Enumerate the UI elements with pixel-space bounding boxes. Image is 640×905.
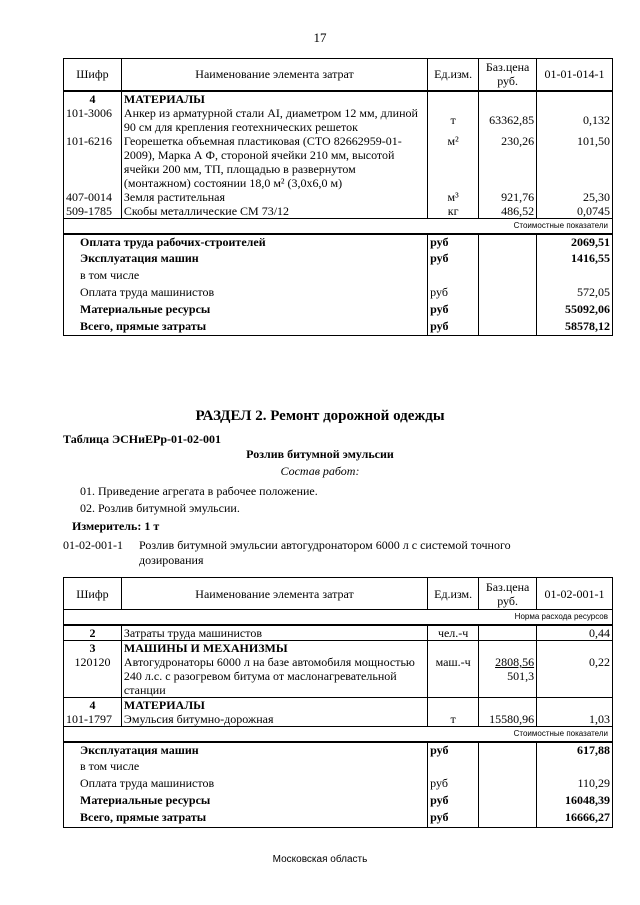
col-name-header: Наименование элемента затрат — [121, 578, 427, 610]
summary-label: Всего, прямые затраты — [64, 319, 428, 336]
summary-value: 617,88 — [537, 742, 613, 759]
composition-title: Состав работ: — [280, 464, 360, 478]
labor-num: 2 — [64, 625, 122, 641]
row-price: 921,76 — [479, 190, 537, 204]
cost-indicators-label: Стоимостные показатели — [64, 218, 613, 234]
row-unit: м³ — [428, 190, 479, 204]
row-price: 63362,85 — [479, 106, 537, 134]
summary-label: в том числе — [64, 268, 428, 285]
row-code: 101-6216 — [64, 134, 122, 190]
table-row — [64, 655, 613, 698]
price-value-2: 501,3 — [507, 669, 535, 683]
labor-name: Затраты труда машинистов — [121, 625, 427, 641]
col-code-header: Шифр — [64, 59, 122, 91]
summary-value: 572,05 — [537, 285, 613, 302]
summary-unit: руб — [428, 285, 479, 302]
row-qty: 1,03 — [537, 712, 613, 727]
col-rate-header: 01-02-001-1 — [537, 578, 613, 610]
section-title: РАЗДЕЛ 2. Ремонт дорожной одежды — [195, 408, 445, 424]
col-unit-header: Ед.изм. — [428, 578, 479, 610]
col-rate-header: 01-01-014-1 — [537, 59, 613, 91]
work-step: 01. Приведение агрегата в рабочее положение. — [80, 484, 318, 498]
summary-unit: руб — [428, 810, 479, 827]
row-unit: кг — [428, 204, 479, 219]
summary-unit: руб — [428, 251, 479, 268]
table-row — [64, 190, 613, 204]
row-name: Земля растительная — [121, 190, 427, 204]
table-row — [64, 134, 613, 190]
summary-value: 16666,27 — [537, 810, 613, 827]
norm-label: Норма расхода ресурсов — [64, 610, 613, 626]
summary-label: Оплата труда рабочих-строителей — [64, 234, 428, 251]
row-price — [479, 655, 537, 698]
summary-value: 2069,51 — [537, 234, 613, 251]
row-code: 101-1797 — [64, 712, 122, 727]
row-unit: т — [428, 712, 479, 727]
row-code: 101-3006 — [64, 106, 122, 134]
resource-table-2 — [63, 577, 613, 828]
row-name: Георешетка объемная пластиковая (СТО 82662959-01-2009), Марка А Ф, стороной ячейки 210 мм, высотой ячейки 200 мм, ТП, площадью в развернутом (монтажном) состоянии 18,0 м² (3,0х6,0 м) — [121, 134, 427, 190]
work-title: Розлив битумной эмульсии — [246, 447, 394, 461]
group-name: МАТЕРИАЛЫ — [121, 698, 427, 713]
table-id: Таблица ЭСНиЕРр-01-02-001 — [63, 432, 222, 446]
row-price: 486,52 — [479, 204, 537, 219]
row-code: 407-0014 — [64, 190, 122, 204]
group-number: 4 — [64, 91, 122, 106]
row-unit: маш.-ч — [428, 655, 479, 698]
table-row — [64, 204, 613, 219]
row-code: 120120 — [64, 655, 122, 698]
row-name: Эмульсия битумно-дорожная — [121, 712, 427, 727]
summary-unit: руб — [428, 742, 479, 759]
col-name-header: Наименование элемента затрат — [121, 59, 427, 91]
work-step: 02. Розлив битумной эмульсии. — [80, 501, 240, 515]
col-code-header: Шифр — [64, 578, 122, 610]
row-qty: 25,30 — [537, 190, 613, 204]
summary-unit: руб — [428, 234, 479, 251]
summary-value: 55092,06 — [537, 302, 613, 319]
summary-label: Материальные ресурсы — [64, 302, 428, 319]
row-price: 230,26 — [479, 134, 537, 190]
item-description: Розлив битумной эмульсии автогудронатором 6000 л с системой точного дозирования — [139, 538, 511, 567]
table-row — [64, 712, 613, 727]
summary-value: 110,29 — [537, 776, 613, 793]
summary-label: Оплата труда машинистов — [64, 776, 428, 793]
group-number: 3 — [64, 641, 122, 656]
page-footer: Московская область — [272, 854, 368, 865]
row-name: Анкер из арматурной стали AI, диаметром 12 мм, длиной 90 см для крепления геотехнических решеток — [121, 106, 427, 134]
summary-label: в том числе — [64, 759, 428, 776]
col-unit-header: Ед.изм. — [428, 59, 479, 91]
row-name: Автогудронаторы 6000 л на базе автомобиля мощностью 240 л.с. с разогревом битума от маслонагревательной станции — [121, 655, 427, 698]
summary-label: Оплата труда машинистов — [64, 285, 428, 302]
row-unit: м² — [428, 134, 479, 190]
group-number: 4 — [64, 698, 122, 713]
row-qty: 0,22 — [537, 655, 613, 698]
summary-unit: руб — [428, 776, 479, 793]
summary-unit: руб — [428, 319, 479, 336]
col-price-header: Баз.цена руб. — [479, 578, 537, 610]
summary-label: Эксплуатация машин — [64, 251, 428, 268]
summary-unit: руб — [428, 793, 479, 810]
col-price-header: Баз.цена руб. — [479, 59, 537, 91]
group-name: МАТЕРИАЛЫ — [121, 91, 427, 106]
summary-label: Эксплуатация машин — [64, 742, 428, 759]
row-code: 509-1785 — [64, 204, 122, 219]
summary-value: 58578,12 — [537, 319, 613, 336]
row-price: 15580,96 — [479, 712, 537, 727]
cost-indicators-label: Стоимостные показатели — [64, 727, 613, 743]
labor-unit: чел.-ч — [428, 625, 479, 641]
price-value: 2808,56 — [495, 655, 535, 669]
labor-qty: 0,44 — [537, 625, 613, 641]
resource-table-1 — [63, 58, 613, 336]
summary-label: Материальные ресурсы — [64, 793, 428, 810]
row-qty: 101,50 — [537, 134, 613, 190]
summary-value: 1416,55 — [537, 251, 613, 268]
summary-unit: руб — [428, 302, 479, 319]
row-qty: 0,0745 — [537, 204, 613, 219]
table-row — [64, 106, 613, 134]
page-number: 17 — [313, 30, 327, 45]
summary-value: 16048,39 — [537, 793, 613, 810]
row-name: Скобы металлические СМ 73/12 — [121, 204, 427, 219]
row-qty: 0,132 — [537, 106, 613, 134]
meter-label: Измеритель: 1 т — [72, 519, 160, 533]
group-name: МАШИНЫ И МЕХАНИЗМЫ — [121, 641, 427, 656]
item-code: 01-02-001-1 — [63, 538, 123, 552]
summary-label: Всего, прямые затраты — [64, 810, 428, 827]
row-unit: т — [428, 106, 479, 134]
